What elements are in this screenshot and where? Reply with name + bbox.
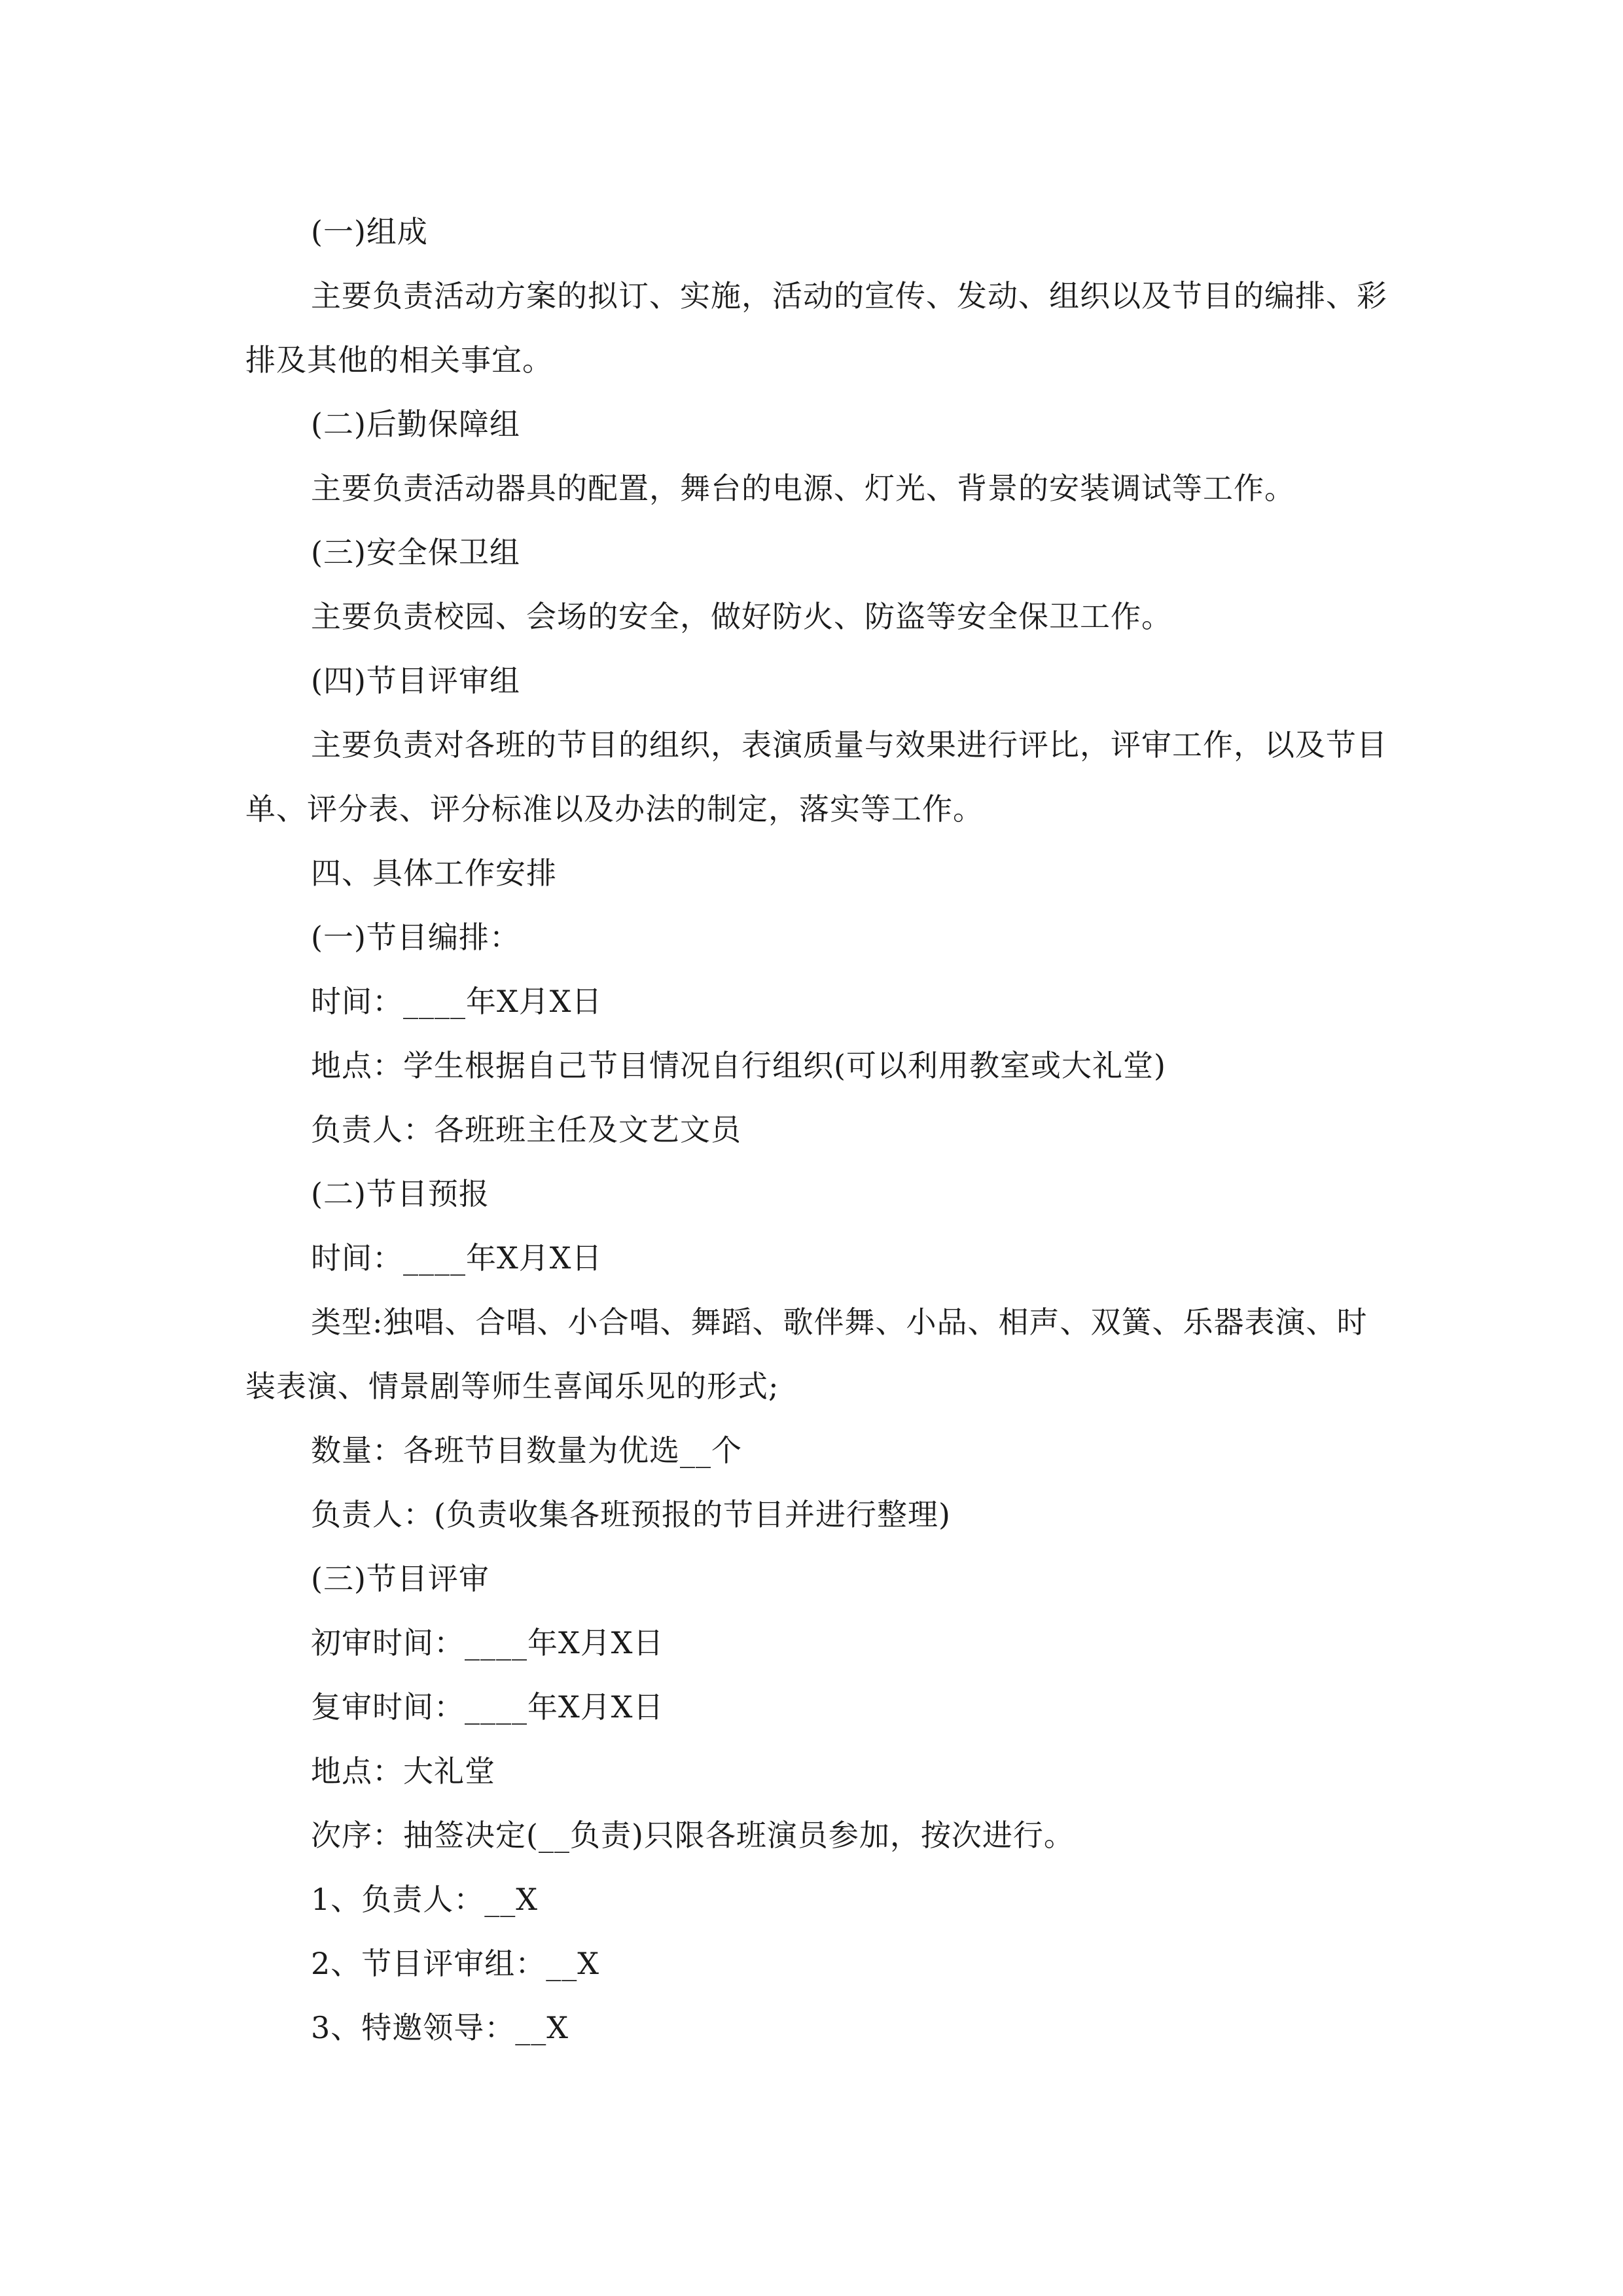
review-location: 地点：大礼堂 — [311, 1753, 495, 1789]
review-order: 次序：抽签决定(__负责)只限各班演员参加，按次进行。 — [311, 1818, 1075, 1853]
preannouncement-time: 时间：____年X月X日 — [311, 1240, 603, 1276]
document-body — [245, 200, 1397, 2060]
arrangement-time: 时间：____年X月X日 — [311, 984, 603, 1019]
review-final-time: 复审时间：____年X月X日 — [311, 1689, 664, 1725]
paragraph-composition-duties: 主要负责活动方案的拟订、实施，活动的宣传、发动、组织以及节目的编排、彩排及其他的相关事宜。 — [245, 278, 1387, 378]
section-heading-security: (三)安全保卫组 — [311, 535, 520, 570]
preannouncement-person-in-charge: 负责人：(负责收集各班预报的节目并进行整理) — [311, 1497, 951, 1532]
paragraph-security-duties: 主要负责校园、会场的安全，做好防火、防盗等安全保卫工作。 — [311, 599, 1172, 634]
list-item-person-in-charge: 1、负责人：__X — [311, 1882, 539, 1917]
paragraph-logistics-duties: 主要负责活动器具的配置，舞台的电源、灯光、背景的安装调试等工作。 — [311, 471, 1295, 506]
arrangement-person-in-charge: 负责人：各班班主任及文艺文员 — [311, 1112, 741, 1147]
section-heading-review-team: (四)节目评审组 — [311, 663, 520, 698]
list-item-special-guest: 3、特邀领导：__X — [311, 2010, 569, 2045]
subsection-heading-preannouncement: (二)节目预报 — [311, 1176, 490, 1211]
paragraph-review-team-duties: 主要负责对各班的节目的组织，表演质量与效果进行评比，评审工作，以及节目单、评分表、评分标准以及办法的制定，落实等工作。 — [245, 727, 1387, 827]
preannouncement-quantity: 数量：各班节目数量为优选__个 — [311, 1433, 742, 1468]
section-heading-work-plan: 四、具体工作安排 — [311, 855, 557, 891]
arrangement-location: 地点：学生根据自己节目情况自行组织(可以利用教室或大礼堂) — [311, 1048, 1166, 1083]
preannouncement-types: 类型:独唱、合唱、小合唱、舞蹈、歌伴舞、小品、相声、双簧、乐器表演、时装表演、情景剧等师生喜闻乐见的形式; — [245, 1304, 1368, 1404]
subsection-heading-arrangement: (一)节目编排： — [311, 920, 520, 955]
subsection-heading-review: (三)节目评审 — [311, 1561, 490, 1596]
review-initial-time: 初审时间：____年X月X日 — [311, 1625, 664, 1660]
list-item-review-team: 2、节目评审组：__X — [311, 1946, 600, 1981]
section-heading-logistics: (二)后勤保障组 — [311, 406, 520, 442]
section-heading-composition: (一)组成 — [311, 214, 428, 249]
